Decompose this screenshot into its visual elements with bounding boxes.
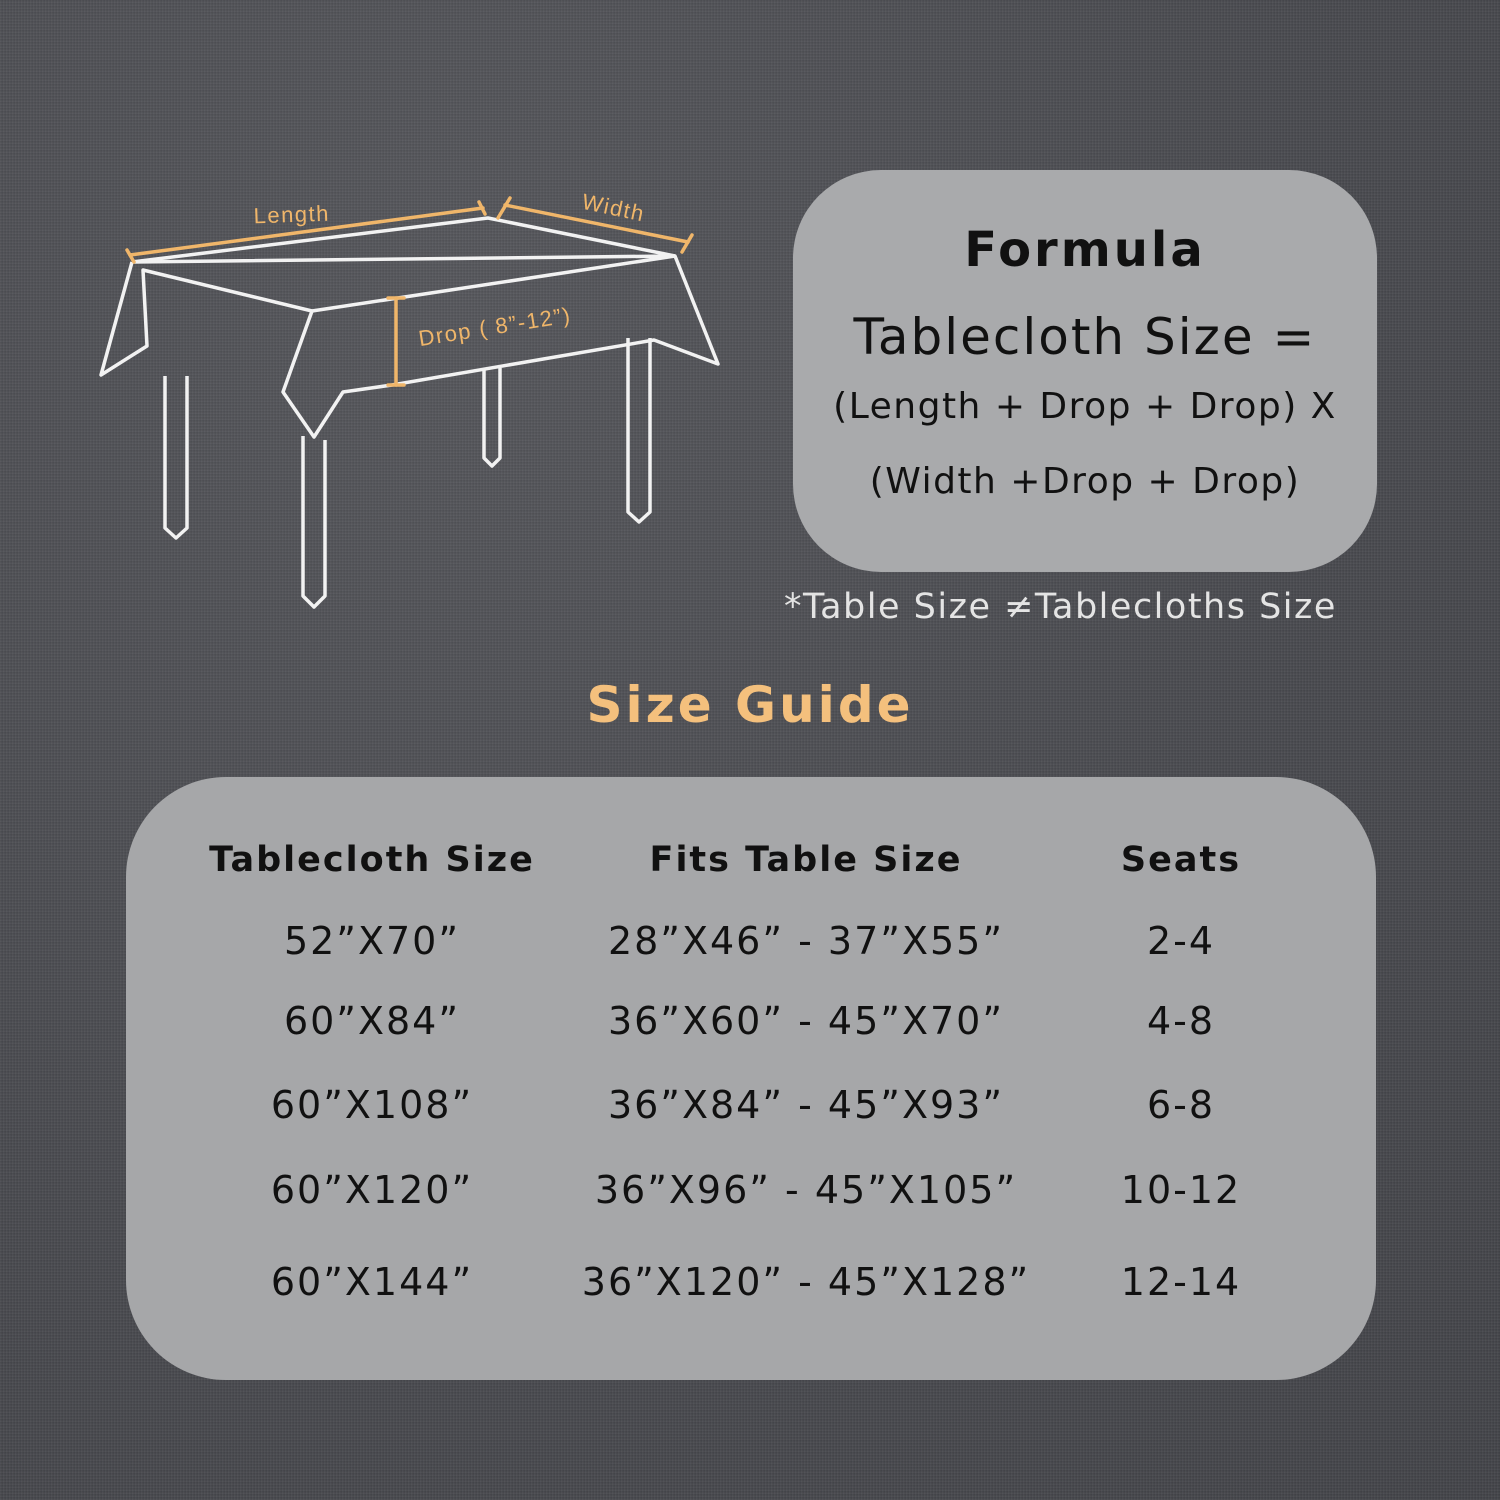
formula-text <box>793 0 1377 600</box>
table-leg <box>628 338 650 522</box>
column-header-tablecloth-size: Tablecloth Size <box>209 840 535 880</box>
table-cell: 36”X120” - 45”X128” <box>581 1260 1031 1304</box>
size-guide-table <box>126 777 1376 1380</box>
table-cell: 10-12 <box>1120 1168 1242 1212</box>
formula-title: Formula <box>964 222 1206 278</box>
tablecloth-outline <box>101 256 718 437</box>
table-cell: 12-14 <box>1120 1260 1242 1304</box>
table-cell: 60”X120” <box>270 1168 474 1212</box>
table-cell: 2-4 <box>1146 919 1216 963</box>
width-label: Width <box>579 188 648 227</box>
table-leg <box>165 376 187 538</box>
table-cell: 28”X46” - 37”X55” <box>607 919 1005 963</box>
table-cell: 60”X144” <box>270 1260 474 1304</box>
table-cell: 36”X84” - 45”X93” <box>607 1083 1005 1127</box>
table-cell: 36”X96” - 45”X105” <box>594 1168 1018 1212</box>
table-cell: 52”X70” <box>283 919 461 963</box>
length-label: Length <box>253 200 331 229</box>
table-cell: 6-8 <box>1146 1083 1216 1127</box>
size-note: *Table Size ≠Tablecloths Size <box>784 587 1337 627</box>
tablecloth-edge <box>312 256 675 311</box>
table-leg <box>484 368 500 466</box>
formula-line-1: Tablecloth Size = <box>853 308 1317 366</box>
table-diagram <box>90 180 740 620</box>
formula-line-3: (Width +Drop + Drop) <box>869 461 1301 502</box>
table-leg <box>303 436 325 607</box>
drop-label: Drop ( 8”-12”) <box>416 302 573 352</box>
table-cell: 4-8 <box>1146 999 1216 1043</box>
table-cell: 36”X60” - 45”X70” <box>607 999 1005 1043</box>
column-header-seats: Seats <box>1120 840 1242 880</box>
table-cell: 60”X108” <box>270 1083 474 1127</box>
column-header-fits-table-size: Fits Table Size <box>649 840 963 880</box>
size-guide-title: Size Guide <box>586 676 914 734</box>
table-cell: 60”X84” <box>283 999 461 1043</box>
formula-line-2: (Length + Drop + Drop) X <box>833 386 1337 427</box>
